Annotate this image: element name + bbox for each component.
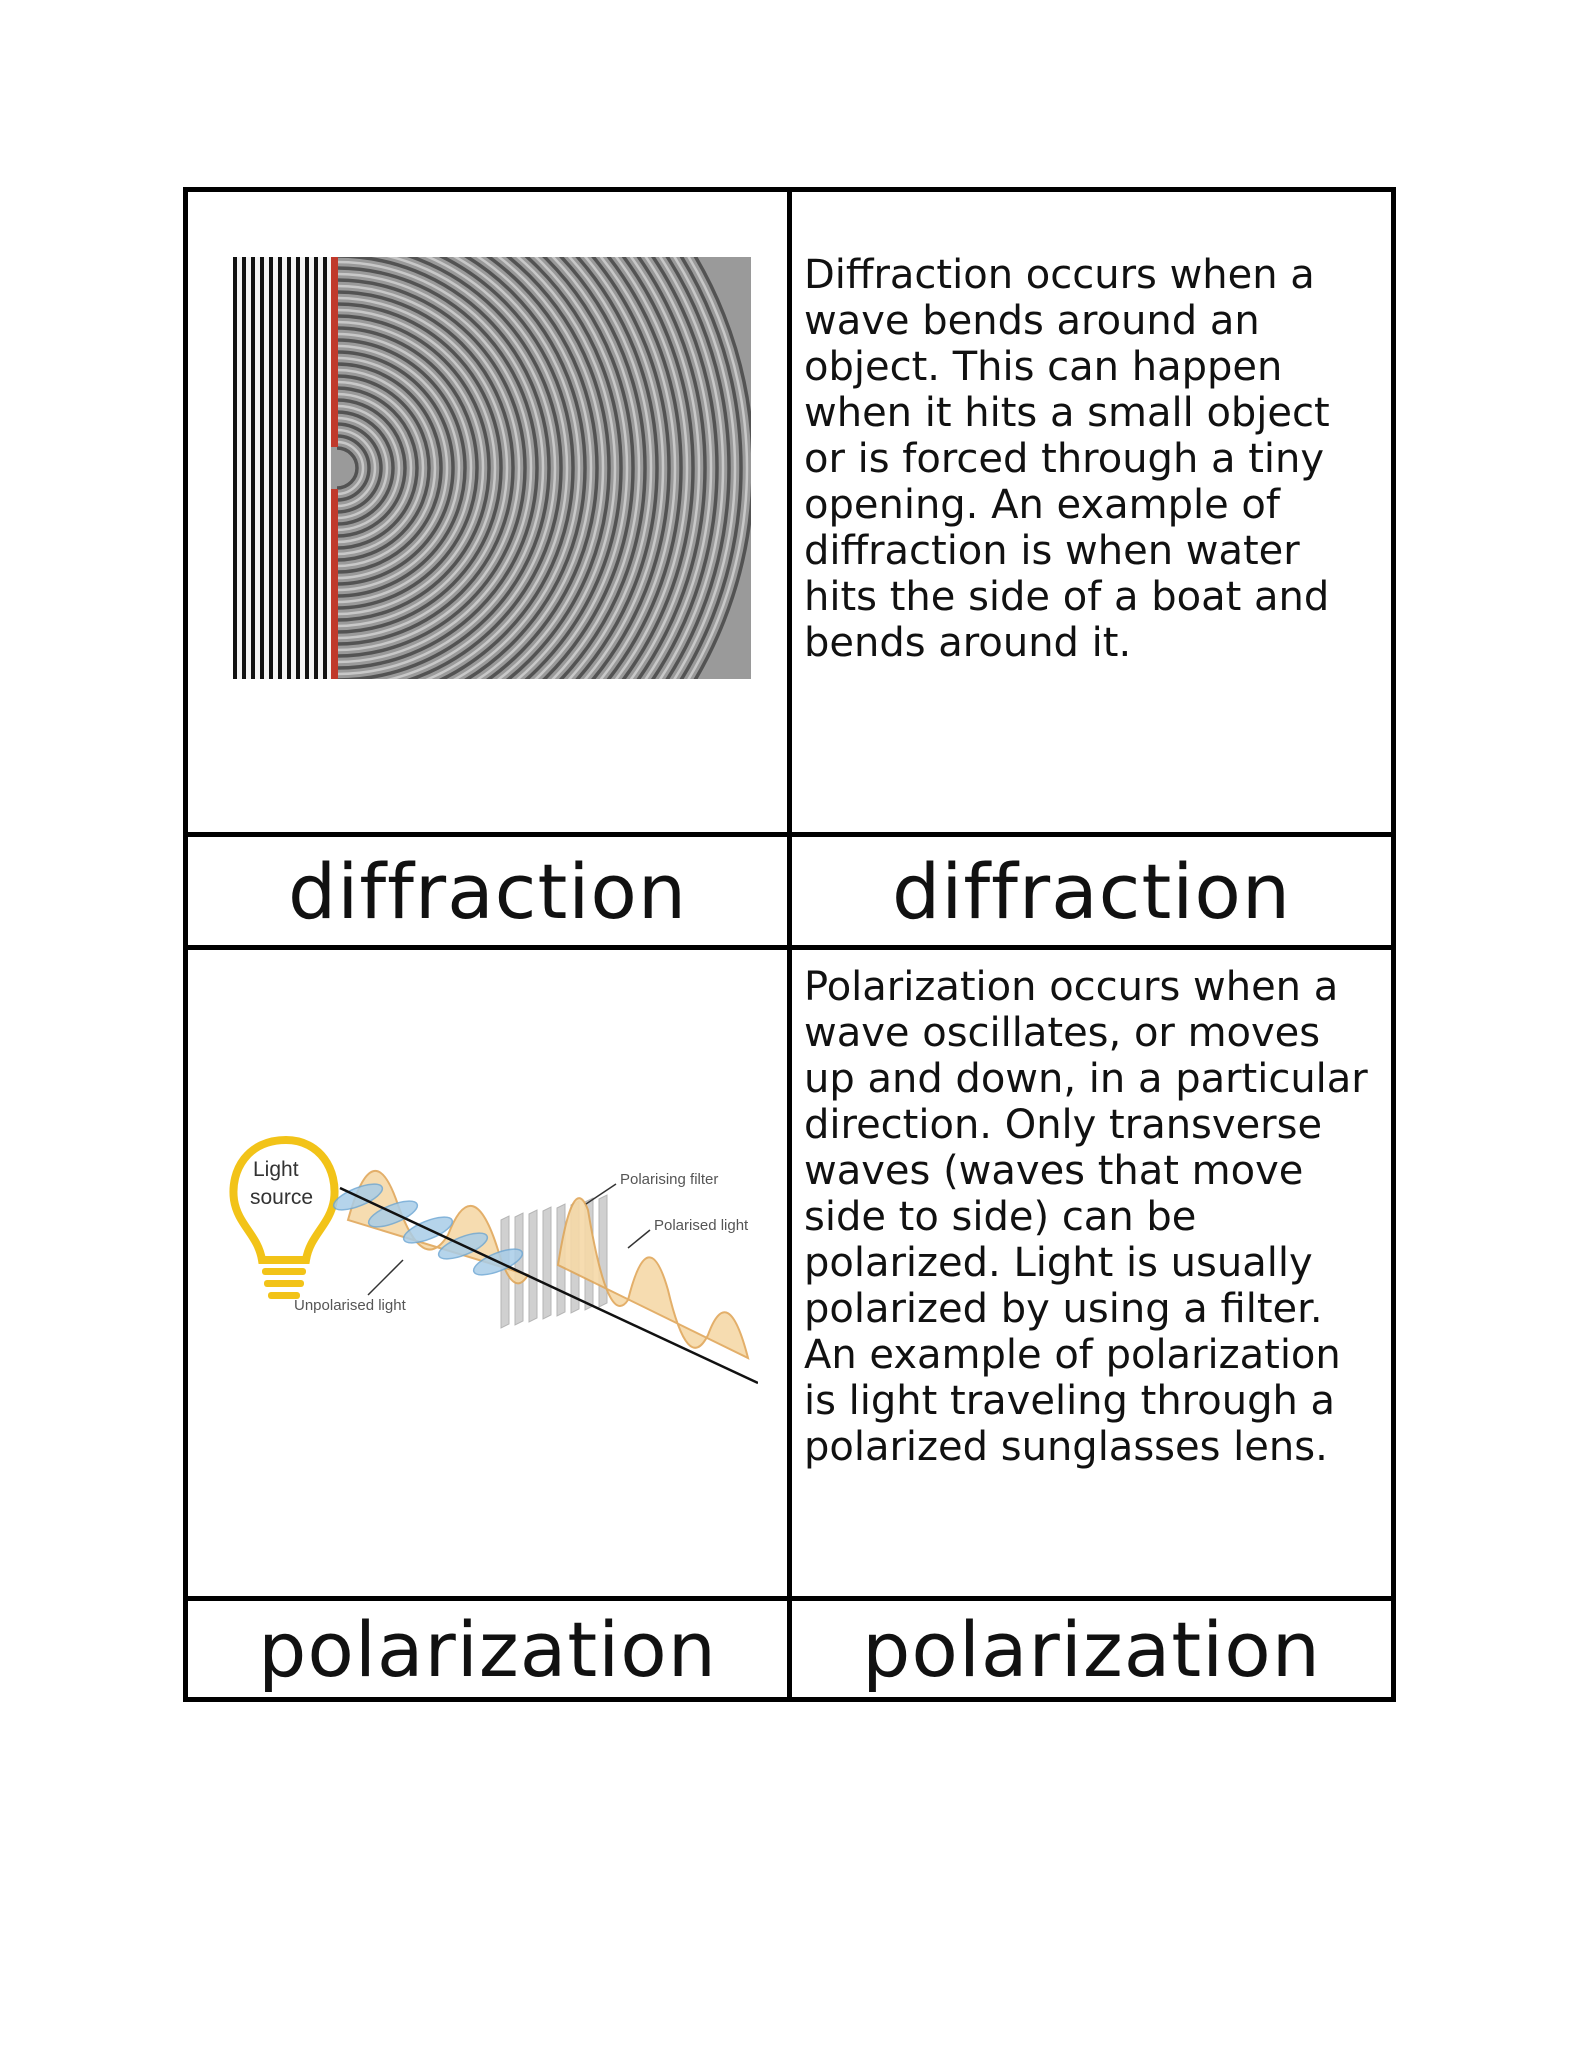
unpolarised-light-label: Unpolarised light	[294, 1297, 406, 1314]
card-table	[183, 187, 1396, 1702]
polarization-definition: Polarization occurs when a wave oscillates, or moves up and down, in a particular direction. Only transverse waves (waves that move side to side) can be polarized. Light is usually polarized by using a filter. An example of polarization is light traveling through a polarized sunglasses lens.	[792, 945, 1391, 1596]
diffraction-definition: Diffraction occurs when a wave bends around an object. This can happen when it hits a small object or is forced through a tiny opening. An example of diffraction is when water hits the side of a boat and bends around it.	[804, 252, 1330, 666]
diffraction-label-right: diffraction	[792, 832, 1391, 945]
diffraction-label-left: diffraction	[188, 832, 792, 945]
polarization-label-right: polarization	[792, 1596, 1391, 1697]
light-source-label-2: source	[250, 1186, 314, 1209]
polarization-label-left: polarization	[188, 1596, 792, 1697]
polarization-diagram	[228, 1100, 758, 1420]
polarised-light-label: Polarised light	[654, 1217, 749, 1234]
diffraction-image	[233, 257, 751, 679]
diffraction-picture-cell	[188, 192, 792, 832]
polarization-picture-cell	[188, 945, 792, 1596]
light-source-label-1: Light	[253, 1158, 299, 1181]
polarising-filter-label: Polarising filter	[620, 1171, 719, 1188]
